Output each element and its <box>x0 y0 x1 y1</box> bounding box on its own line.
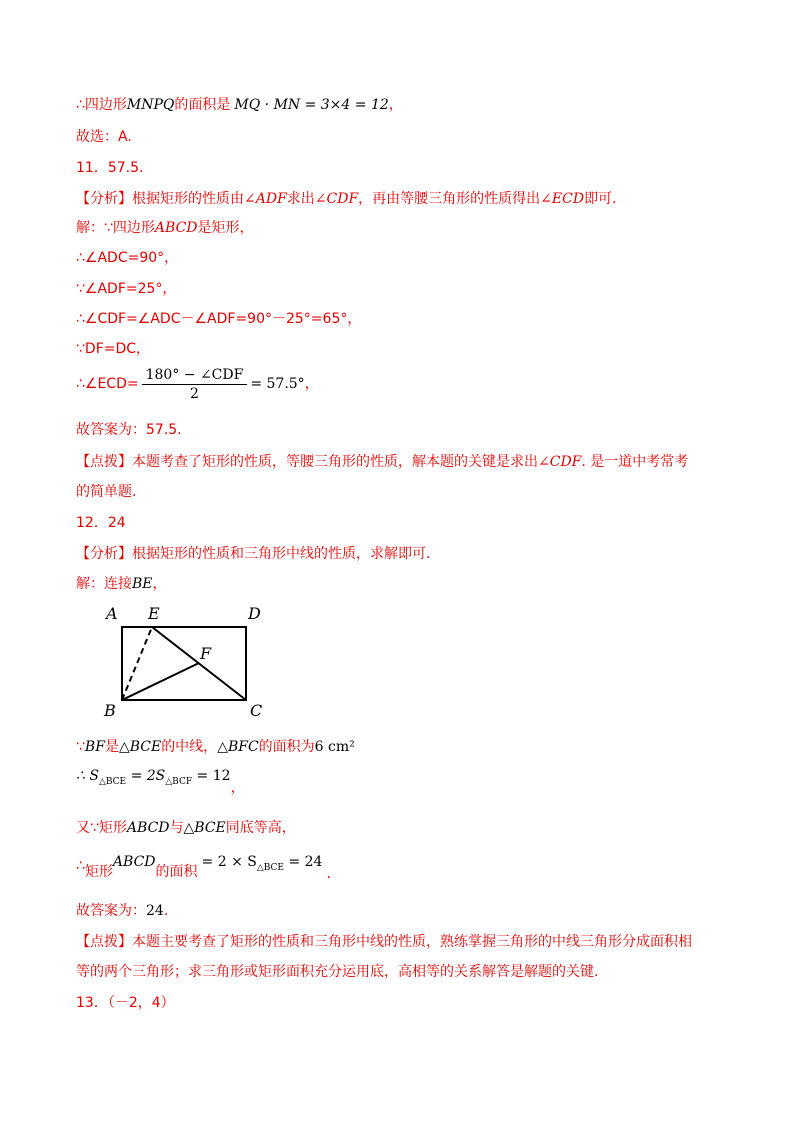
math: △BFC <box>217 739 259 755</box>
answer-11: 故答案为：57.5. <box>76 422 182 438</box>
solution-12-line4 <box>76 818 296 838</box>
math: ABCD <box>154 220 198 236</box>
math: = 2 × S <box>201 854 257 870</box>
math: = 2S <box>126 768 166 784</box>
solution-12-line3 <box>76 766 245 796</box>
math-var: MNPQ <box>126 97 175 113</box>
math: 24 <box>146 903 164 919</box>
text: 的面积 <box>155 864 198 880</box>
text: ∴四边形 <box>76 97 127 113</box>
text: 与 <box>169 820 184 836</box>
text: ， <box>388 97 403 113</box>
text: 的面积为 <box>258 739 315 755</box>
text: . <box>326 866 331 882</box>
tag: 【分析】 <box>76 546 132 562</box>
text: ∴ <box>76 858 85 874</box>
text: ， <box>152 576 167 592</box>
remark-12-line2: 等的两个三角形；求三角形或矩形面积充分运用底，高相等的关系解答是解题的关键. <box>76 964 599 980</box>
text: 是矩形， <box>197 220 254 236</box>
label-c: C <box>250 701 263 720</box>
math: ∠ECD <box>540 191 585 207</box>
remark-11-line1 <box>76 452 688 472</box>
fraction <box>142 366 248 403</box>
text: 根据矩形的性质和三角形中线的性质，求解即可. <box>132 546 431 562</box>
math: ∠CDF <box>538 454 582 470</box>
text: . <box>163 903 169 919</box>
text: 即可. <box>584 191 617 207</box>
text: 本题主要考查了矩形的性质和三角形中线的性质，熟练掌握三角形的中线三角形分成面积相 <box>132 934 692 950</box>
text: . 是一道中考常考 <box>581 454 689 470</box>
rectangle-abcd <box>122 627 246 700</box>
math: 6 cm² <box>314 739 355 755</box>
line-area-conclusion <box>76 95 403 115</box>
math-expression <box>201 854 323 873</box>
subscript: △BCE <box>98 776 127 787</box>
analysis-11 <box>76 189 617 209</box>
solution-11-line1 <box>76 218 254 238</box>
math: = 57.5° <box>250 376 305 392</box>
solution-12-line1 <box>76 574 167 594</box>
solution-11-line5: ∵DF=DC， <box>76 341 151 357</box>
rectangle-figure <box>98 602 298 722</box>
remark-11-line2: 的简单题. <box>76 484 137 500</box>
segment-bf <box>122 663 199 700</box>
math: ∠CDF <box>314 191 359 207</box>
text: 的面积是 <box>174 97 231 113</box>
math-expression: MQ · MN = 3×4 = 12 <box>234 97 389 113</box>
tag: 【点拨】 <box>76 934 132 950</box>
subscript: △BCF <box>165 776 193 787</box>
text: 是 <box>104 739 119 755</box>
solution-11-line4: ∴∠CDF=∠ADC－∠ADF=90°－25°=65°， <box>76 311 362 327</box>
text: ， <box>230 780 245 796</box>
segment-be <box>122 627 152 700</box>
text: 矩形 <box>84 864 113 880</box>
fraction-numerator: 180° − ∠CDF <box>142 366 248 385</box>
text: 根据矩形的性质由 <box>132 191 244 207</box>
math: ∴ S <box>76 768 99 784</box>
math: ∠ADF <box>244 191 287 207</box>
text: 同底等高， <box>225 820 296 836</box>
tag: 【分析】 <box>76 191 132 207</box>
solution-12-line2 <box>76 737 355 757</box>
text: 解：连接 <box>76 576 132 592</box>
question-12-answer: 12．24 <box>76 515 126 531</box>
math-expression <box>76 768 231 787</box>
fraction-denominator: 2 <box>190 385 199 402</box>
text: 又∵矩形 <box>76 820 127 836</box>
text: 本题考查了矩形的性质，等腰三角形的性质，解本题的关键是求出 <box>132 454 538 470</box>
math: = 12 <box>192 768 231 784</box>
math: ABCD <box>112 854 156 870</box>
label-e: E <box>148 604 160 623</box>
analysis-12 <box>76 544 430 564</box>
text: ∵ <box>76 739 85 755</box>
text: 解：∵四边形 <box>76 220 155 236</box>
solution-11-line3: ∵∠ADF=25°， <box>76 281 177 297</box>
math: △BCE <box>183 820 226 836</box>
text: ， <box>304 376 319 392</box>
subscript: △BCE <box>256 862 285 873</box>
remark-12-line1 <box>76 932 692 952</box>
math: = 24 <box>284 854 323 870</box>
tag: 【点拨】 <box>76 454 132 470</box>
label-f: F <box>200 644 212 663</box>
answer-choice: 故选：A. <box>76 129 132 145</box>
solution-11-line2: ∴∠ADC=90°， <box>76 250 179 266</box>
text: 求出 <box>286 191 315 207</box>
label-d: D <box>248 604 261 623</box>
text: 故答案为： <box>76 903 146 919</box>
label-a: A <box>106 604 118 623</box>
math: △BCE <box>118 739 162 755</box>
question-11-answer: 11．57.5. <box>76 160 144 176</box>
question-13-answer: 13．（－2，4） <box>76 995 175 1011</box>
math: BF <box>84 739 105 755</box>
solution-11-line6 <box>76 364 319 404</box>
math: BE <box>132 576 153 592</box>
text: ∴∠ECD= <box>76 376 139 392</box>
text: 的中线， <box>161 739 218 755</box>
solution-12-line5 <box>76 850 331 888</box>
label-b: B <box>104 701 116 720</box>
text: ，再由等腰三角形的性质得出 <box>358 191 541 207</box>
math: ABCD <box>126 820 170 836</box>
answer-12 <box>76 901 168 921</box>
